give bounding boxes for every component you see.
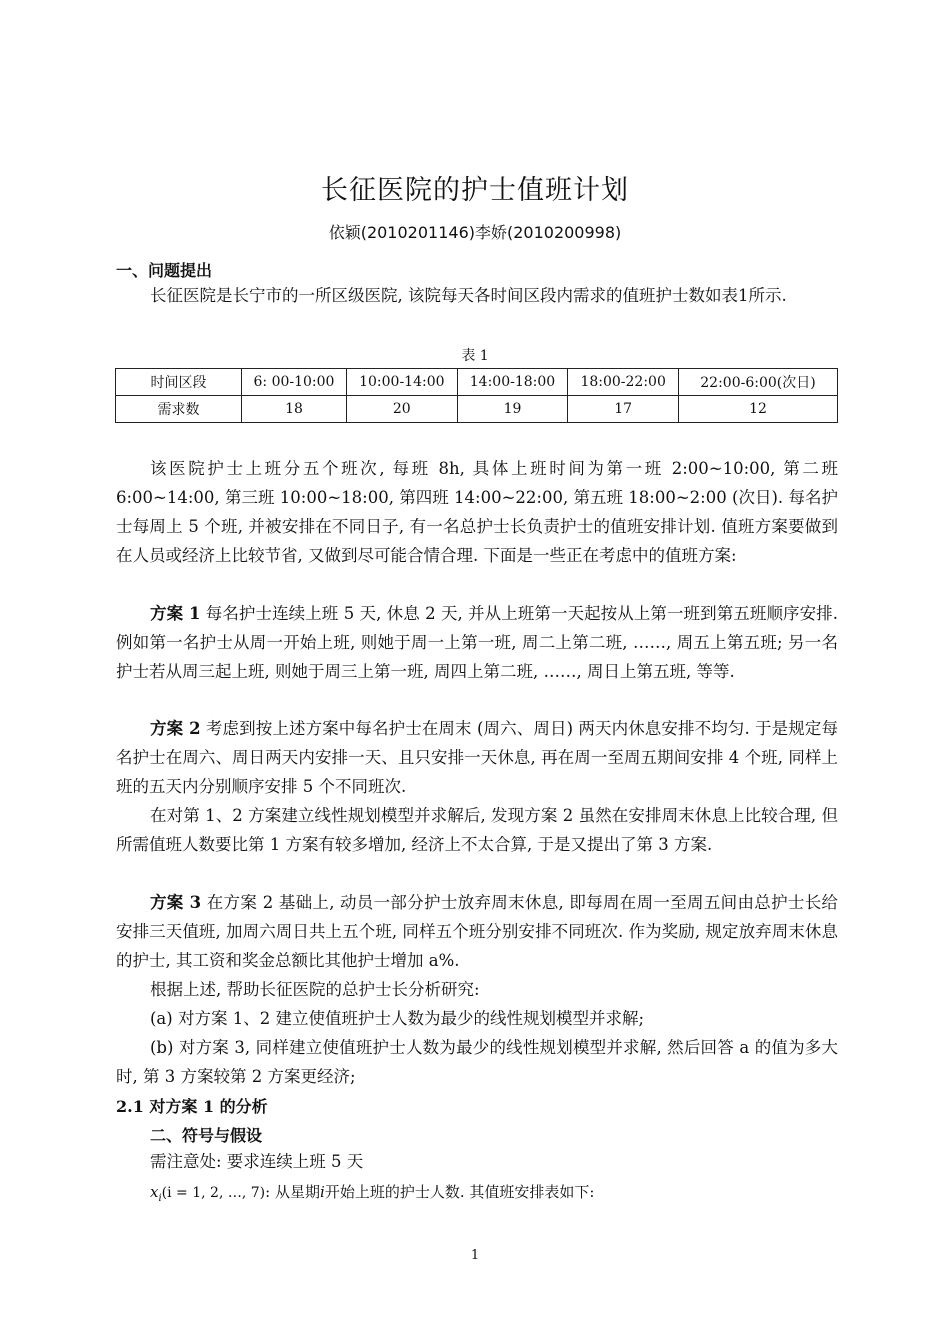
plan2-text: 考虑到按上述方案中每名护士在周末 (周六、周日) 两天内休息安排不均匀. 于是规定每名护士在周六、周日两天内安排一天、且只安排一天休息, 再在周一至周五期间安排 4 个班, 同样上班的五天内分别顺序安排 5 个不同班次. [116,719,838,796]
var-subscript: i [158,1193,162,1204]
item-b: (b) 对方案 3, 同样建立使值班护士人数为最少的线性规划模型并求解, 然后回答 a 的值为多大时, 第 3 方案较第 2 方案更经济; [116,1038,838,1086]
table-row-periods [116,369,838,396]
table-cell-demand: 17 [568,396,679,423]
var-index: i [320,1183,325,1201]
var-colon: : [265,1183,271,1201]
table-cell-demand: 19 [457,396,568,423]
table-cell-demand: 20 [346,396,457,423]
plan2-label: 方案 2 [150,719,201,738]
document-title: 长征医院的护士值班计划 [321,175,629,206]
help-paragraph: 根据上述, 帮助长征医院的总护士长分析研究: [150,980,480,999]
table-cell-demand: 18 [242,396,347,423]
demand-table [115,368,838,423]
plan1-label: 方案 1 [150,604,201,623]
item-a: (a) 对方案 1、2 建立使值班护士人数为最少的线性规划模型并求解; [150,1009,645,1028]
subsection-heading-2-1: 2.1 对方案 1 的分析 [116,1097,268,1116]
section-heading-symbols: 二、符号与假设 [150,1126,263,1145]
table-cell-period: 18:00-22:00 [568,369,679,396]
after-paragraph: 在对第 1、2 方案建立线性规划模型并求解后, 发现方案 2 虽然在安排周末休息上比较合理, 但所需值班人数要比第 1 方案有较多增加, 经济上不太合算, 于是又提出了第 3 方案. [116,806,838,854]
table-row-label: 需求数 [116,396,242,423]
table-cell-period: 6: 00-10:00 [242,369,347,396]
table-caption: 表 1 [461,348,489,364]
var-symbol: x [150,1183,159,1201]
plan1-paragraph [116,599,838,686]
table-row-demands [116,396,838,423]
table-row-label: 时间区段 [116,369,242,396]
variable-definition [150,1178,838,1213]
plan3-text: 在方案 2 基础上, 动员一部分护士放弃周末休息, 即每周在周一至周五间由总护士长给安排三天值班, 加周六周日共上五个班, 同样五个班分别安排不同班次. 作为奖励, 规定放弃周末休息的护士, 其工资和奖金总额比其他护士增加 a%. [116,893,838,970]
section-heading-problem: 一、问题提出 [116,261,213,280]
var-text-after: 开始上班的护士人数. 其值班安排表如下: [324,1183,595,1201]
note-line: 需注意处: 要求连续上班 5 天 [150,1152,364,1171]
var-text-before: 从星期 [274,1183,320,1201]
var-range: (i = 1, 2, …, 7) [161,1185,266,1201]
page-number: 1 [470,1248,480,1263]
authors-line: 依颖(2010201146)李娇(2010200998) [328,223,622,242]
intro-paragraph: 长征医院是长宁市的一所区级医院, 该院每天各时间区段内需求的值班护士数如表1所示. [150,286,787,305]
plan2-paragraph [116,714,838,801]
table-cell-period: 22:00-6:00(次日) [679,369,838,396]
plan1-text: 每名护士连续上班 5 天, 休息 2 天, 并从上班第一天起按从上第一班到第五班顺序安排. 例如第一名护士从周一开始上班, 则她于周一上第一班, 周二上第二班, ……, 周五上第五班; 另一名护士若从周三起上班, 则她于周三上第一班, 周四上第二班, ……, 周日上第五班, 等等. [116,604,838,681]
table-cell-period: 14:00-18:00 [457,369,568,396]
shifts-paragraph: 该医院护士上班分五个班次, 每班 8h, 具体上班时间为第一班 2:00~10:00, 第二班 6:00~14:00, 第三班 10:00~18:00, 第四班 14:00~22:00, 第五班 18:00~2:00 (次日). 每名护士每周上 5 个班, 并被安排在不同日子, 有一名总护士长负责护士的值班安排计划. 值班方案要做到在人员或经济上比较节省, 又做到尽可能合情合理. 下面是一些正在考虑中的值班方案: [116,459,838,565]
table-cell-period: 10:00-14:00 [346,369,457,396]
plan3-paragraph [116,888,838,975]
table-cell-demand: 12 [679,396,838,423]
plan3-label: 方案 3 [150,893,202,912]
